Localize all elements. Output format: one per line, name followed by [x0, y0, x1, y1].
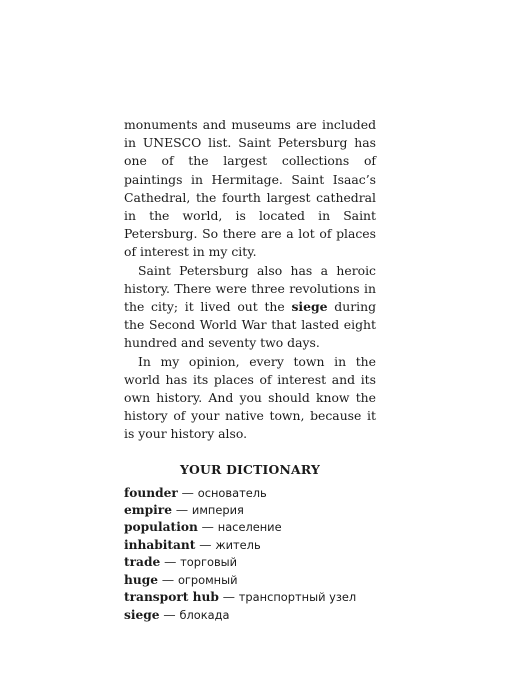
paragraph-text: monuments and museums are included in UNESCO list. Saint Petersburg has one of the largest collections of paintings in Hermitage. Saint Isaac’s Cathedral, the fourth largest cathedral in the world, is located in Saint Petersburg. So there are a lot of places of interest in my city.	[124, 117, 376, 260]
dictionary-translation: огромный	[177, 572, 238, 587]
dictionary-translation: империя	[191, 503, 244, 518]
dictionary-translation: торговый	[180, 555, 238, 570]
dictionary-translation: основатель	[197, 485, 267, 500]
dictionary-term: empire	[124, 503, 172, 518]
dictionary-entry	[124, 502, 376, 519]
dictionary-entry	[124, 485, 376, 502]
dictionary-list	[124, 485, 376, 624]
dictionary-entry	[124, 607, 376, 624]
dictionary-term: trade	[124, 555, 161, 570]
paragraph-text: In my opinion, every town in the world has its places of interest and its own history. And you should know the history of your native town, because it is your history also.	[124, 353, 376, 442]
dictionary-term: inhabitant	[124, 537, 196, 552]
dictionary-term: founder	[124, 485, 178, 500]
paragraph-text: during the Second World War that lasted eight hundred and seventy two days.	[124, 299, 376, 351]
dictionary-translation: житель	[215, 537, 261, 552]
paragraph-text: Saint Petersburg also has a heroic history. There were three revolutions in the city; it lived out the	[124, 262, 376, 315]
paragraph	[124, 353, 376, 444]
paragraph	[124, 262, 376, 353]
dictionary-separator: —	[197, 520, 218, 535]
dictionary-term: huge	[124, 572, 158, 587]
book-page	[124, 116, 376, 624]
dictionary-entry	[124, 572, 376, 589]
dictionary-separator: —	[195, 537, 216, 552]
dictionary-entry	[124, 589, 376, 606]
body-text	[124, 116, 376, 444]
dictionary-term: transport hub	[124, 590, 219, 605]
dictionary-entry	[124, 537, 376, 554]
dictionary-separator: —	[159, 607, 180, 622]
paragraph	[124, 116, 376, 262]
dictionary-term: population	[124, 520, 198, 535]
dictionary-translation: блокада	[179, 607, 230, 622]
dictionary-title: YOUR DICTIONARY	[180, 461, 320, 477]
dictionary-entry	[124, 554, 376, 571]
dictionary-translation: транспортный узел	[238, 590, 357, 605]
dictionary-separator: —	[218, 590, 239, 605]
dictionary-term: siege	[124, 607, 160, 622]
dictionary-translation: население	[217, 520, 282, 535]
dictionary-entry	[124, 519, 376, 536]
dictionary-separator: —	[177, 485, 198, 500]
dictionary-separator: —	[171, 503, 192, 518]
highlighted-word: siege	[291, 299, 328, 315]
dictionary-separator: —	[158, 572, 178, 587]
dictionary-separator: —	[160, 555, 181, 570]
